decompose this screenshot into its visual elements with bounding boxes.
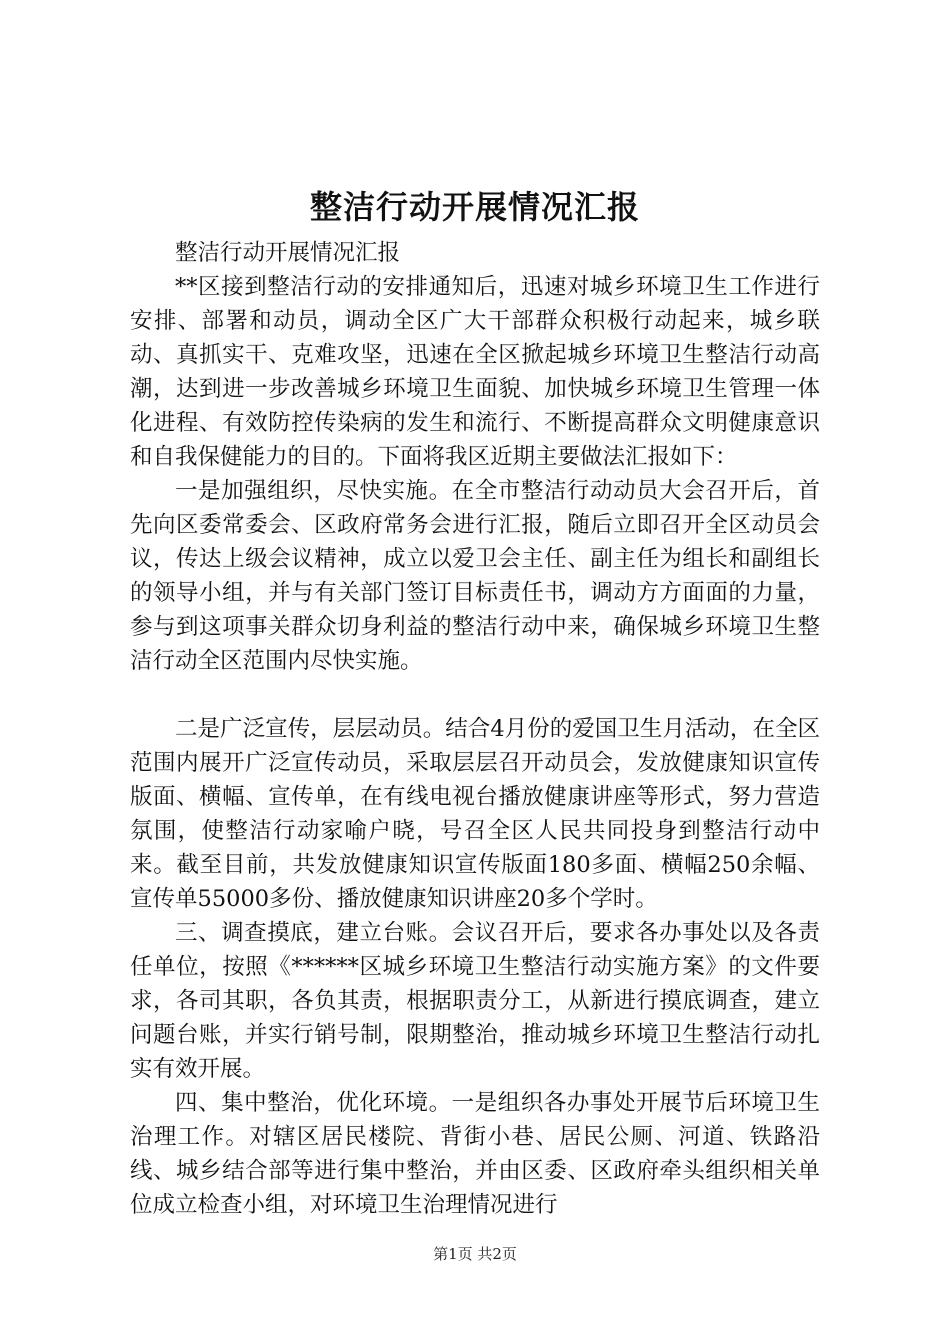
- paragraph-publicity: 二是广泛宣传，层层动员。结合4月份的爱国卫生月活动，在全区范围内展开广泛宣传动员，采取层层召开动员会，发放健康知识宣传版面、横幅、宣传单，在有线电视台播放健康讲座等形式，努力营造氛围，使整洁行动家喻户晓，号召全区人民共同投身到整洁行动中来。截至目前，共发放健康知识宣传版面180多面、横幅250余幅、宣传单55000多份、播放健康知识讲座20多个学时。: [130, 716, 820, 912]
- page-number: 第1页 共2页: [433, 1245, 517, 1263]
- document-body: [130, 236, 820, 1222]
- paragraph-survey: 三、调查摸底，建立台账。会议召开后，要求各办事处以及各责任单位，按照《******区城乡环境卫生整洁行动实施方案》的文件要求，各司其职，各负其责，根据职责分工，从新进行摸底调查，建立问题台账，并实行销号制，限期整治，推动城乡环境卫生整洁行动扎实有效开展。: [130, 920, 820, 1082]
- paragraph-rectification: 四、集中整治，优化环境。一是组织各办事处开展节后环境卫生治理工作。对辖区居民楼院、背街小巷、居民公厕、河道、铁路沿线、城乡结合部等进行集中整治，并由区委、区政府牵头组织相关单位成立检查小组，对环境卫生治理情况进行: [130, 1090, 820, 1218]
- document-title: 整洁行动开展情况汇报: [309, 188, 640, 226]
- paragraph-subtitle: 整洁行动开展情况汇报: [175, 240, 401, 266]
- paragraph-organization: 一是加强组织，尽快实施。在全市整洁行动动员大会召开后，首先向区委常委会、区政府常务会进行汇报，随后立即召开全区动员会议，传达上级会议精神，成立以爱卫会主任、副主任为组长和副组长的领导小组，并与有关部门签订目标责任书，调动方方面面的力量，参与到这项事关群众切身利益的整洁行动中来，确保城乡环境卫生整洁行动全区范围内尽快实施。: [130, 478, 820, 674]
- paragraph-intro: **区接到整洁行动的安排通知后，迅速对城乡环境卫生工作进行安排、部署和动员，调动全区广大干部群众积极行动起来，城乡联动、真抓实干、克难攻坚，迅速在全区掀起城乡环境卫生整洁行动高潮，达到进一步改善城乡环境卫生面貌、加快城乡环境卫生管理一体化进程、有效防控传染病的发生和流行、不断提高群众文明健康意识和自我保健能力的目的。下面将我区近期主要做法汇报如下：: [130, 274, 820, 470]
